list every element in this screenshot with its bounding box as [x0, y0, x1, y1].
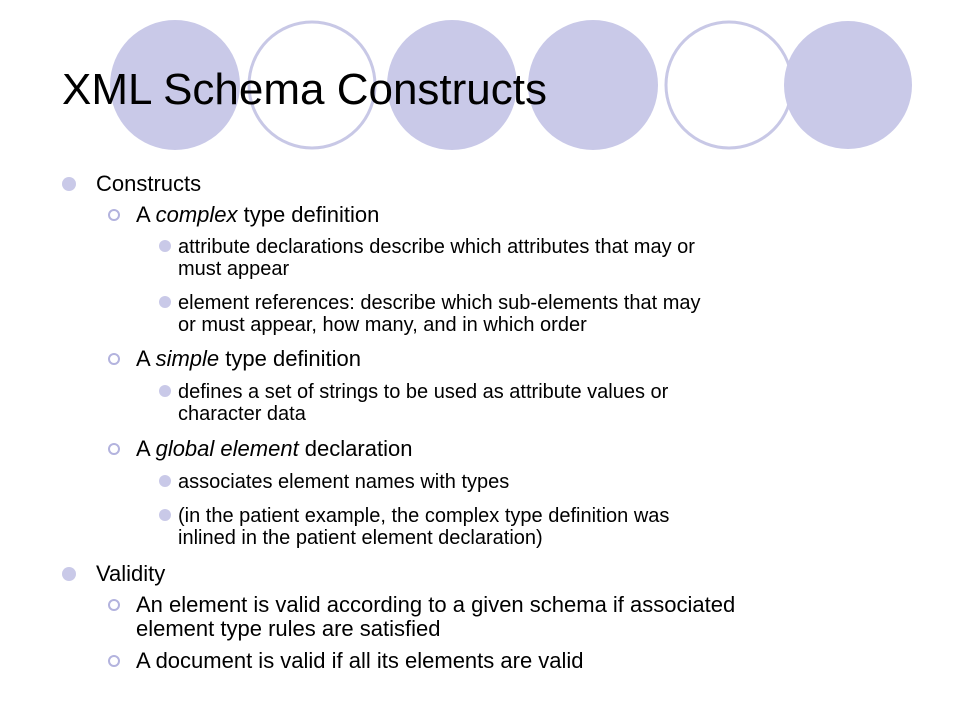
bullet-constructs: Constructs [96, 171, 202, 196]
detail-defines-strings: defines a set of strings to be used as attribute values or [178, 381, 669, 403]
detail-patient-example: (in the patient example, the complex type definition was [178, 505, 670, 527]
bullet-dot-icon [62, 567, 76, 581]
slide-title: XML Schema Constructs [62, 65, 547, 114]
bullet-ring-icon [108, 209, 120, 221]
bullet-ring-icon [108, 655, 120, 667]
bullet-dot-icon [159, 509, 171, 521]
detail-defines-strings-cont: character data [178, 403, 306, 425]
bullet-ring-icon [108, 599, 120, 611]
detail-element-references: element references: describe which sub-elements that may [178, 292, 701, 314]
detail-attribute-declarations-cont: must appear [178, 258, 290, 280]
bullet-ring-icon [108, 443, 120, 455]
detail-associates-names: associates element names with types [178, 471, 510, 493]
detail-patient-example-cont: inlined in the patient element declaration) [178, 527, 543, 549]
detail-attribute-declarations: attribute declarations describe which attributes that may or [178, 236, 695, 258]
validity-element-valid-cont: element type rules are satisfied [136, 616, 441, 641]
bullet-validity: Validity [96, 561, 166, 586]
validity-document-valid: A document is valid if all its elements are valid [136, 648, 584, 673]
sub-bullet-complex: A complex type definition [136, 202, 380, 227]
sub-bullet-simple: A simple type definition [136, 346, 362, 371]
bullet-ring-icon [108, 353, 120, 365]
sub-bullet-global: A global element declaration [136, 436, 413, 461]
bullet-dot-icon [159, 385, 171, 397]
validity-element-valid: An element is valid according to a given schema if associated [136, 592, 736, 617]
bullet-dot-icon [159, 240, 171, 252]
detail-element-references-cont: or must appear, how many, and in which order [178, 314, 587, 336]
bullet-dot-icon [159, 475, 171, 487]
bullet-dot-icon [159, 296, 171, 308]
bullet-dot-icon [62, 177, 76, 191]
